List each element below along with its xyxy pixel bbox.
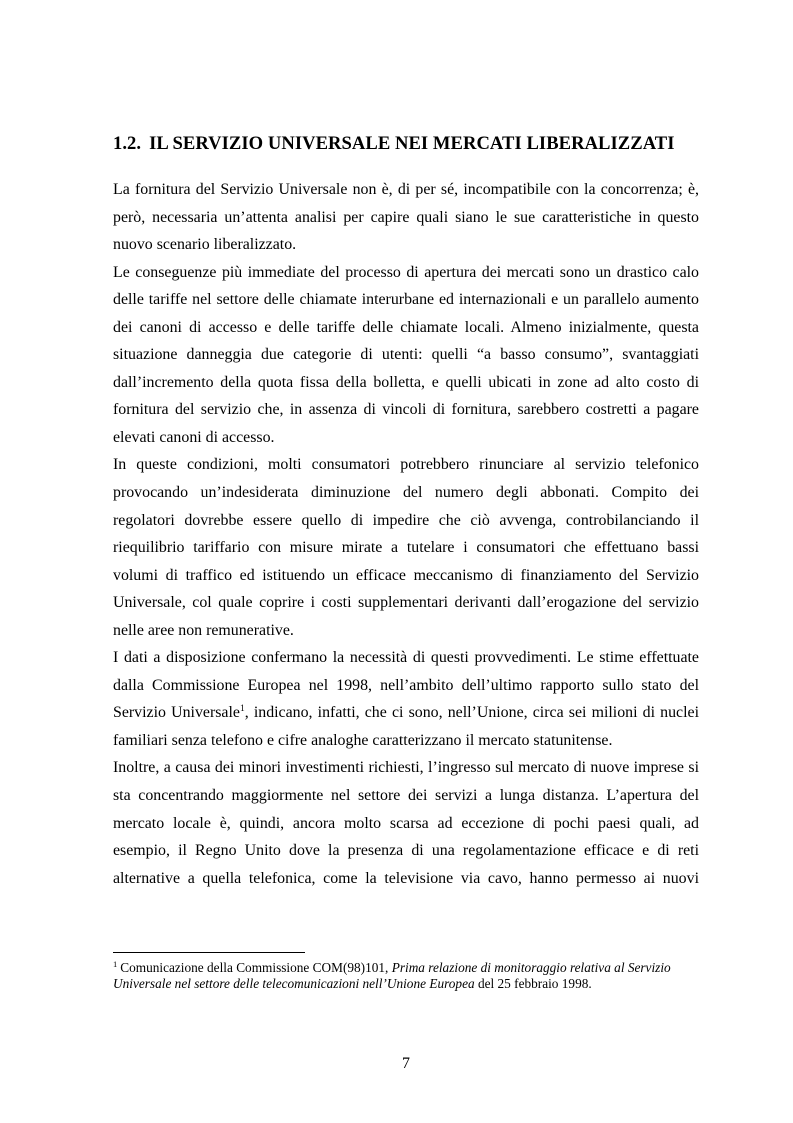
text-line: provocando un’indesiderata diminuzione del numero degli abbonati. Compito dei: [113, 484, 699, 502]
text-line: alternative a quella telefonica, come la televisione via cavo, hanno permesso ai nuovi: [113, 869, 699, 887]
text-line: Universale, col quale coprire i costi supplementari derivanti dall’erogazione del servizio: [113, 594, 699, 612]
paragraph-4: [113, 644, 699, 754]
paragraph-1: [113, 176, 699, 259]
text-line: elevati canoni di accesso.: [113, 428, 275, 446]
text-line-with-footnote: [113, 699, 699, 727]
text-line: dall’incremento della quota fissa della bolletta, e quelli ubicati in zone ad alto costo di: [113, 373, 699, 391]
footnote-divider: [113, 952, 305, 953]
text-line: In queste condizioni, molti consumatori potrebbero rinunciare al servizio telefonico: [113, 456, 699, 474]
footnote: [113, 960, 699, 991]
text-line: nuovo scenario liberalizzato.: [113, 236, 297, 254]
text-line: I dati a disposizione confermano la necessità di questi provvedimenti. Le stime effettuate: [113, 649, 699, 667]
footnote-number: 1: [113, 959, 118, 969]
text-line: riequilibrio tariffario con misure mirate a tutelare i consumatori che effettuano bassi: [113, 539, 699, 557]
section-heading: [113, 132, 703, 156]
text-line: familiari senza telefono e cifre analoghe caratterizzano il mercato statunitense.: [113, 731, 613, 749]
page-number: 7: [402, 1055, 410, 1072]
text-line: Le conseguenze più immediate del processo di apertura dei mercati sono un drastico calo: [113, 263, 699, 281]
paragraph-3: [113, 451, 699, 644]
text-segment: , indicano, infatti, che ci sono, nell’Unione, circa sei milioni di nuclei: [244, 704, 699, 722]
text-line: mercato locale è, quindi, ancora molto scarsa ad eccezione di pochi paesi quali, ad: [113, 814, 699, 832]
paragraph-2: [113, 259, 699, 452]
text-segment: Servizio Universale: [113, 704, 240, 722]
text-line: regolatori dovrebbe essere quello di impedire che ciò avvenga, controbilanciando il: [113, 511, 699, 529]
body-text: [113, 176, 699, 892]
footnote-reference[interactable]: 1: [239, 704, 245, 715]
text-line: però, necessaria un’attenta analisi per capire quali siano le sue caratteristiche in questo: [113, 208, 699, 226]
text-line: volumi di traffico ed istituendo un efficace meccanismo di finanziamento del Servizio: [113, 566, 699, 584]
footnote-text: Comunicazione della Commissione COM(98)101,: [120, 960, 392, 975]
paragraph-5: [113, 754, 699, 892]
text-line: esempio, il Regno Unito dove la presenza di una regolamentazione efficace e di reti: [113, 842, 699, 860]
text-line: fornitura del servizio che, in assenza di vincoli di fornitura, sarebbero costretti a pagare: [113, 401, 699, 419]
footnote-date: del 25 febbraio 1998.: [474, 975, 592, 991]
footnote-title: Prima relazione di monitoraggio relativa al Servizio Universale nel settore delle telecomunicazioni nell’Unione Europea: [113, 960, 671, 991]
text-line: dalla Commissione Europea nel 1998, nell’ambito dell’ultimo rapporto sullo stato del: [113, 676, 699, 694]
section-title: IL SERVIZIO UNIVERSALE NEI MERCATI LIBERALIZZATI: [149, 133, 675, 154]
text-line: situazione danneggia due categorie di utenti: quelli “a basso consumo”, svantaggiati: [113, 346, 699, 364]
text-line: dei canoni di accesso e delle tariffe delle chiamate locali. Almeno inizialmente, questa: [113, 318, 699, 336]
text-line: sta concentrando maggiormente nel settore dei servizi a lunga distanza. L’apertura del: [113, 787, 699, 805]
section-number: 1.2.: [113, 133, 142, 154]
text-line: nelle aree non remunerative.: [113, 621, 294, 639]
text-line: delle tariffe nel settore delle chiamate interurbane ed internazionali e un parallelo aumento: [113, 291, 699, 309]
text-line: La fornitura del Servizio Universale non è, di per sé, incompatibile con la concorrenza; è,: [113, 181, 699, 198]
text-line: Inoltre, a causa dei minori investimenti richiesti, l’ingresso sul mercato di nuove imprese si: [113, 759, 699, 777]
